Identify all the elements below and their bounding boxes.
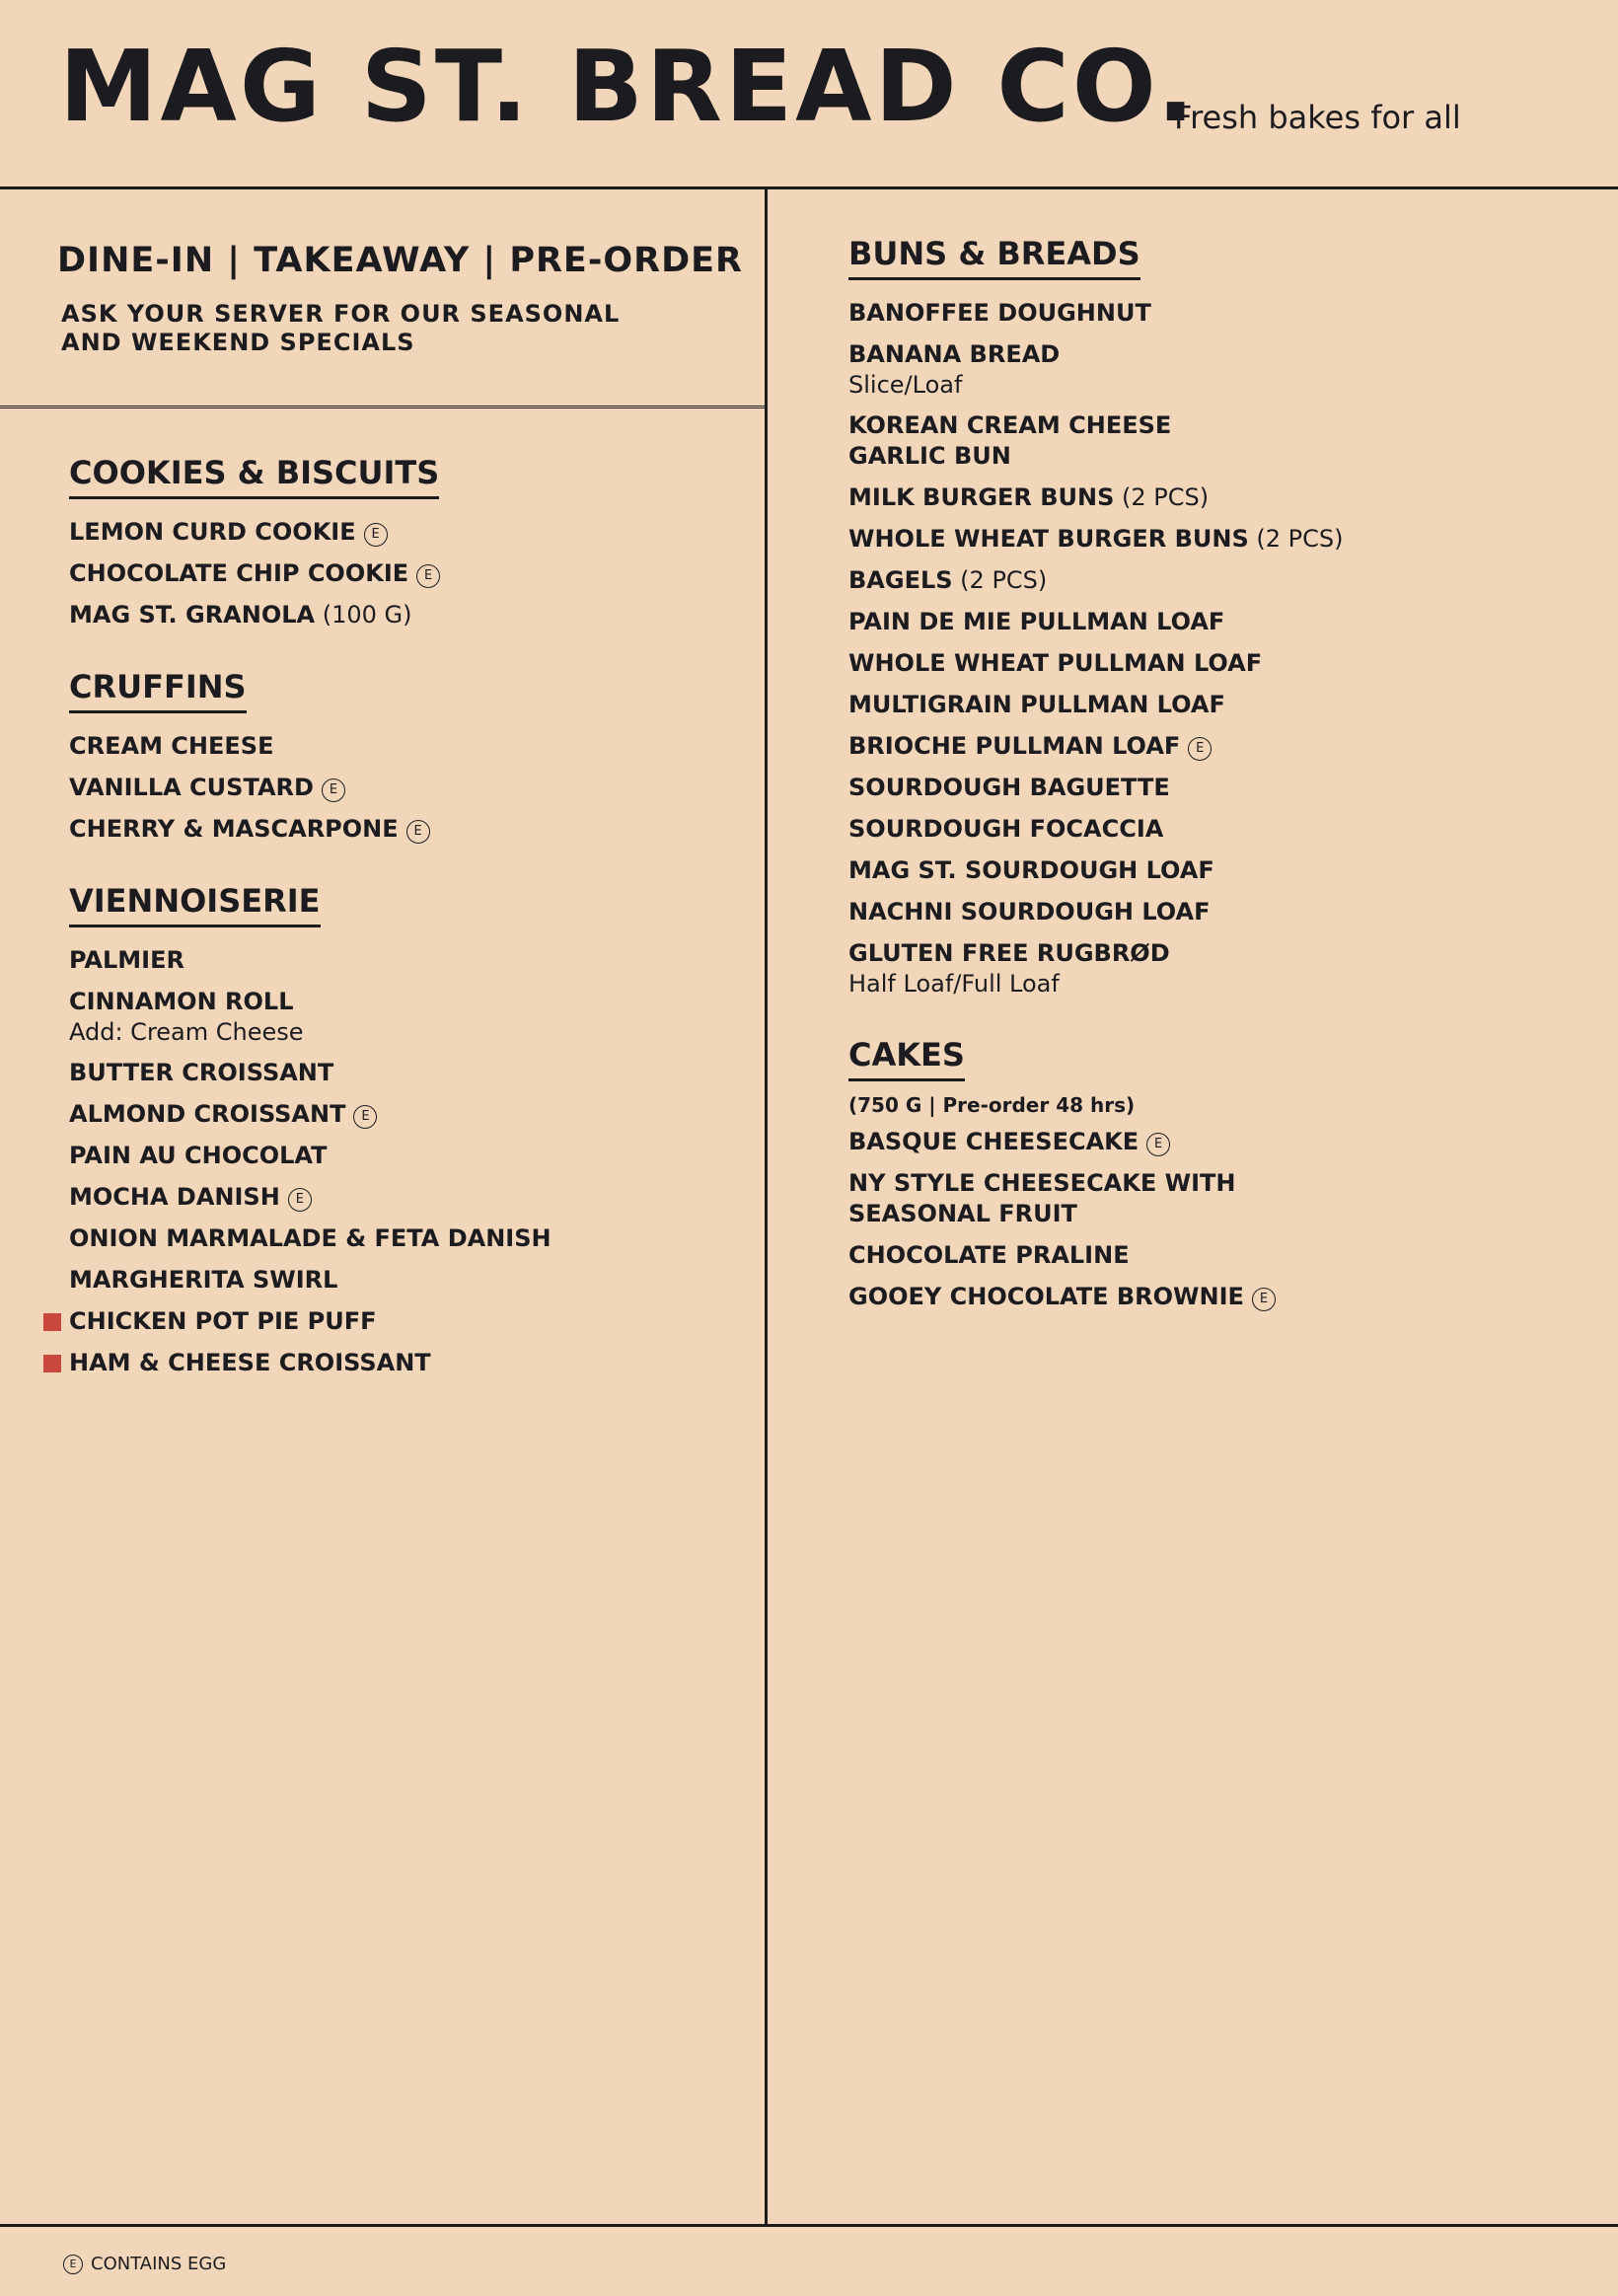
menu-item-name: CHOCOLATE PRALINE — [848, 1241, 1130, 1269]
menu-item-name: SOURDOUGH BAGUETTE — [848, 774, 1170, 801]
egg-icon: E — [1146, 1133, 1170, 1156]
menu-item-name: CINNAMON ROLL — [69, 988, 294, 1015]
section-title: COOKIES & BISCUITS — [69, 454, 439, 499]
section-title: BUNS & BREADS — [848, 235, 1140, 280]
menu-item-name: GOOEY CHOCOLATE BROWNIE — [848, 1283, 1244, 1310]
menu-item-name: MAG ST. SOURDOUGH LOAF — [848, 856, 1214, 884]
menu-item — [69, 987, 740, 1047]
menu-item — [69, 1182, 740, 1213]
menu-item-quantity: (2 PCS) — [1248, 525, 1344, 553]
menu-item — [848, 339, 1579, 400]
service-options: DINE-IN | TAKEAWAY | PRE-ORDER — [57, 241, 743, 280]
menu-item-option: Slice/Loaf — [848, 371, 963, 399]
menu-item-name: MOCHA DANISH — [69, 1183, 280, 1211]
menu-item-name: PAIN DE MIE PULLMAN LOAF — [848, 608, 1225, 635]
egg-legend — [63, 2254, 226, 2274]
menu-item-name: BUTTER CROISSANT — [69, 1059, 334, 1086]
menu-item-quantity: (2 PCS) — [1114, 483, 1210, 511]
menu-item — [69, 517, 740, 548]
menu-item-name: MULTIGRAIN PULLMAN LOAF — [848, 691, 1225, 718]
menu-item — [848, 773, 1579, 803]
column-divider — [765, 189, 768, 2226]
menu-item-name: PALMIER — [69, 946, 184, 974]
menu-item — [848, 1127, 1579, 1157]
meat-marker-icon — [43, 1355, 61, 1372]
egg-icon: E — [416, 564, 440, 588]
menu-item-name: CREAM CHEESE — [69, 732, 274, 760]
menu-item — [69, 1099, 740, 1130]
menu-item — [69, 731, 740, 762]
menu-item-name-cont: SEASONAL FRUIT — [848, 1200, 1077, 1227]
footer-divider — [0, 2224, 1618, 2227]
menu-item — [848, 298, 1579, 329]
menu-item-name: ALMOND CROISSANT — [69, 1100, 346, 1128]
egg-icon: E — [1252, 1288, 1276, 1311]
menu-section-buns-breads — [848, 235, 1579, 999]
meat-marker-icon — [43, 1313, 61, 1331]
specials-note-line-1: ASK YOUR SERVER FOR OUR SEASONAL — [61, 300, 621, 328]
menu-item — [848, 1168, 1579, 1229]
section-title: VIENNOISERIE — [69, 882, 321, 927]
menu-item — [69, 600, 740, 630]
menu-item-name: SOURDOUGH FOCACCIA — [848, 815, 1164, 843]
egg-icon: E — [406, 820, 430, 844]
menu-item-name: BANOFFEE DOUGHNUT — [848, 299, 1151, 327]
menu-item — [848, 855, 1579, 886]
service-info — [0, 189, 766, 408]
egg-icon: E — [63, 2255, 83, 2274]
menu-item — [848, 524, 1579, 555]
menu-section-cakes — [848, 1036, 1579, 1312]
menu-item — [848, 1240, 1579, 1271]
menu-section-viennoiserie — [69, 882, 740, 1378]
menu-item-name: LEMON CURD COOKIE — [69, 518, 356, 546]
menu-item — [69, 1265, 740, 1296]
tagline: Fresh bakes for all — [1174, 99, 1461, 136]
specials-note — [61, 300, 620, 357]
menu-item-name: CHICKEN POT PIE PUFF — [69, 1307, 377, 1335]
menu-item-name-cont: GARLIC BUN — [848, 442, 1011, 470]
menu-item-name: HAM & CHEESE CROISSANT — [69, 1349, 431, 1376]
menu-item-name: KOREAN CREAM CHEESE — [848, 411, 1172, 439]
menu-item-name: NACHNI SOURDOUGH LOAF — [848, 898, 1211, 926]
egg-icon: E — [322, 778, 345, 802]
menu-item-name: WHOLE WHEAT BURGER BUNS — [848, 525, 1249, 553]
menu-item — [69, 945, 740, 976]
menu-header — [0, 0, 1618, 189]
menu-item-name: PAIN AU CHOCOLAT — [69, 1142, 328, 1169]
menu-section-cruffins — [69, 668, 740, 845]
menu-item-name: ONION MARMALADE & FETA DANISH — [69, 1224, 552, 1252]
menu-item-name: MAG ST. GRANOLA — [69, 601, 316, 629]
menu-item — [848, 565, 1579, 596]
menu-item — [69, 814, 740, 845]
menu-item — [69, 558, 740, 589]
menu-item-option: Half Loaf/Full Loaf — [848, 970, 1060, 998]
menu-item — [848, 731, 1579, 762]
menu-item — [848, 938, 1579, 999]
menu-item-option: Add: Cream Cheese — [69, 1018, 304, 1046]
menu-item — [848, 897, 1579, 927]
specials-note-line-2: AND WEEKEND SPECIALS — [61, 329, 415, 356]
menu-item-name: CHOCOLATE CHIP COOKIE — [69, 559, 409, 587]
menu-item — [848, 690, 1579, 720]
menu-item-quantity: (2 PCS) — [952, 566, 1048, 594]
section-title: CRUFFINS — [69, 668, 247, 713]
menu-item — [848, 1282, 1579, 1312]
menu-item-name: VANILLA CUSTARD — [69, 774, 314, 801]
menu-item — [848, 482, 1579, 513]
menu-item — [848, 648, 1579, 679]
left-menu-column — [69, 454, 740, 1416]
menu-item-name: BASQUE CHEESECAKE — [848, 1128, 1140, 1155]
menu-item — [69, 1141, 740, 1171]
menu-item — [848, 410, 1579, 472]
menu-item-name: MARGHERITA SWIRL — [69, 1266, 338, 1294]
menu-item-name: BANANA BREAD — [848, 340, 1061, 368]
section-title: CAKES — [848, 1036, 965, 1081]
section-note: (750 G | Pre-order 48 hrs) — [848, 1093, 1136, 1117]
menu-item-name: MILK BURGER BUNS — [848, 483, 1115, 511]
menu-item — [848, 814, 1579, 845]
menu-item-name: GLUTEN FREE RUGBRØD — [848, 939, 1170, 967]
menu-item — [69, 1348, 740, 1378]
egg-icon: E — [288, 1188, 312, 1212]
egg-icon: E — [364, 523, 388, 547]
brand-title: MAG ST. BREAD CO. — [59, 29, 1198, 144]
menu-section-cookies-biscuits — [69, 454, 740, 630]
menu-item-quantity: (100 G) — [315, 601, 412, 629]
menu-item — [69, 1058, 740, 1088]
menu-item-name: NY STYLE CHEESECAKE WITH — [848, 1169, 1236, 1197]
menu-item — [69, 773, 740, 803]
right-menu-column — [848, 235, 1579, 1350]
menu-item — [69, 1306, 740, 1337]
menu-item-name: BRIOCHE PULLMAN LOAF — [848, 732, 1181, 760]
egg-icon: E — [353, 1105, 377, 1129]
egg-icon: E — [1188, 737, 1212, 761]
egg-legend-label: CONTAINS EGG — [91, 2254, 227, 2274]
menu-item — [69, 1223, 740, 1254]
menu-item-name: WHOLE WHEAT PULLMAN LOAF — [848, 649, 1263, 677]
menu-item — [848, 607, 1579, 637]
menu-item-name: BAGELS — [848, 566, 953, 594]
menu-item-name: CHERRY & MASCARPONE — [69, 815, 399, 843]
